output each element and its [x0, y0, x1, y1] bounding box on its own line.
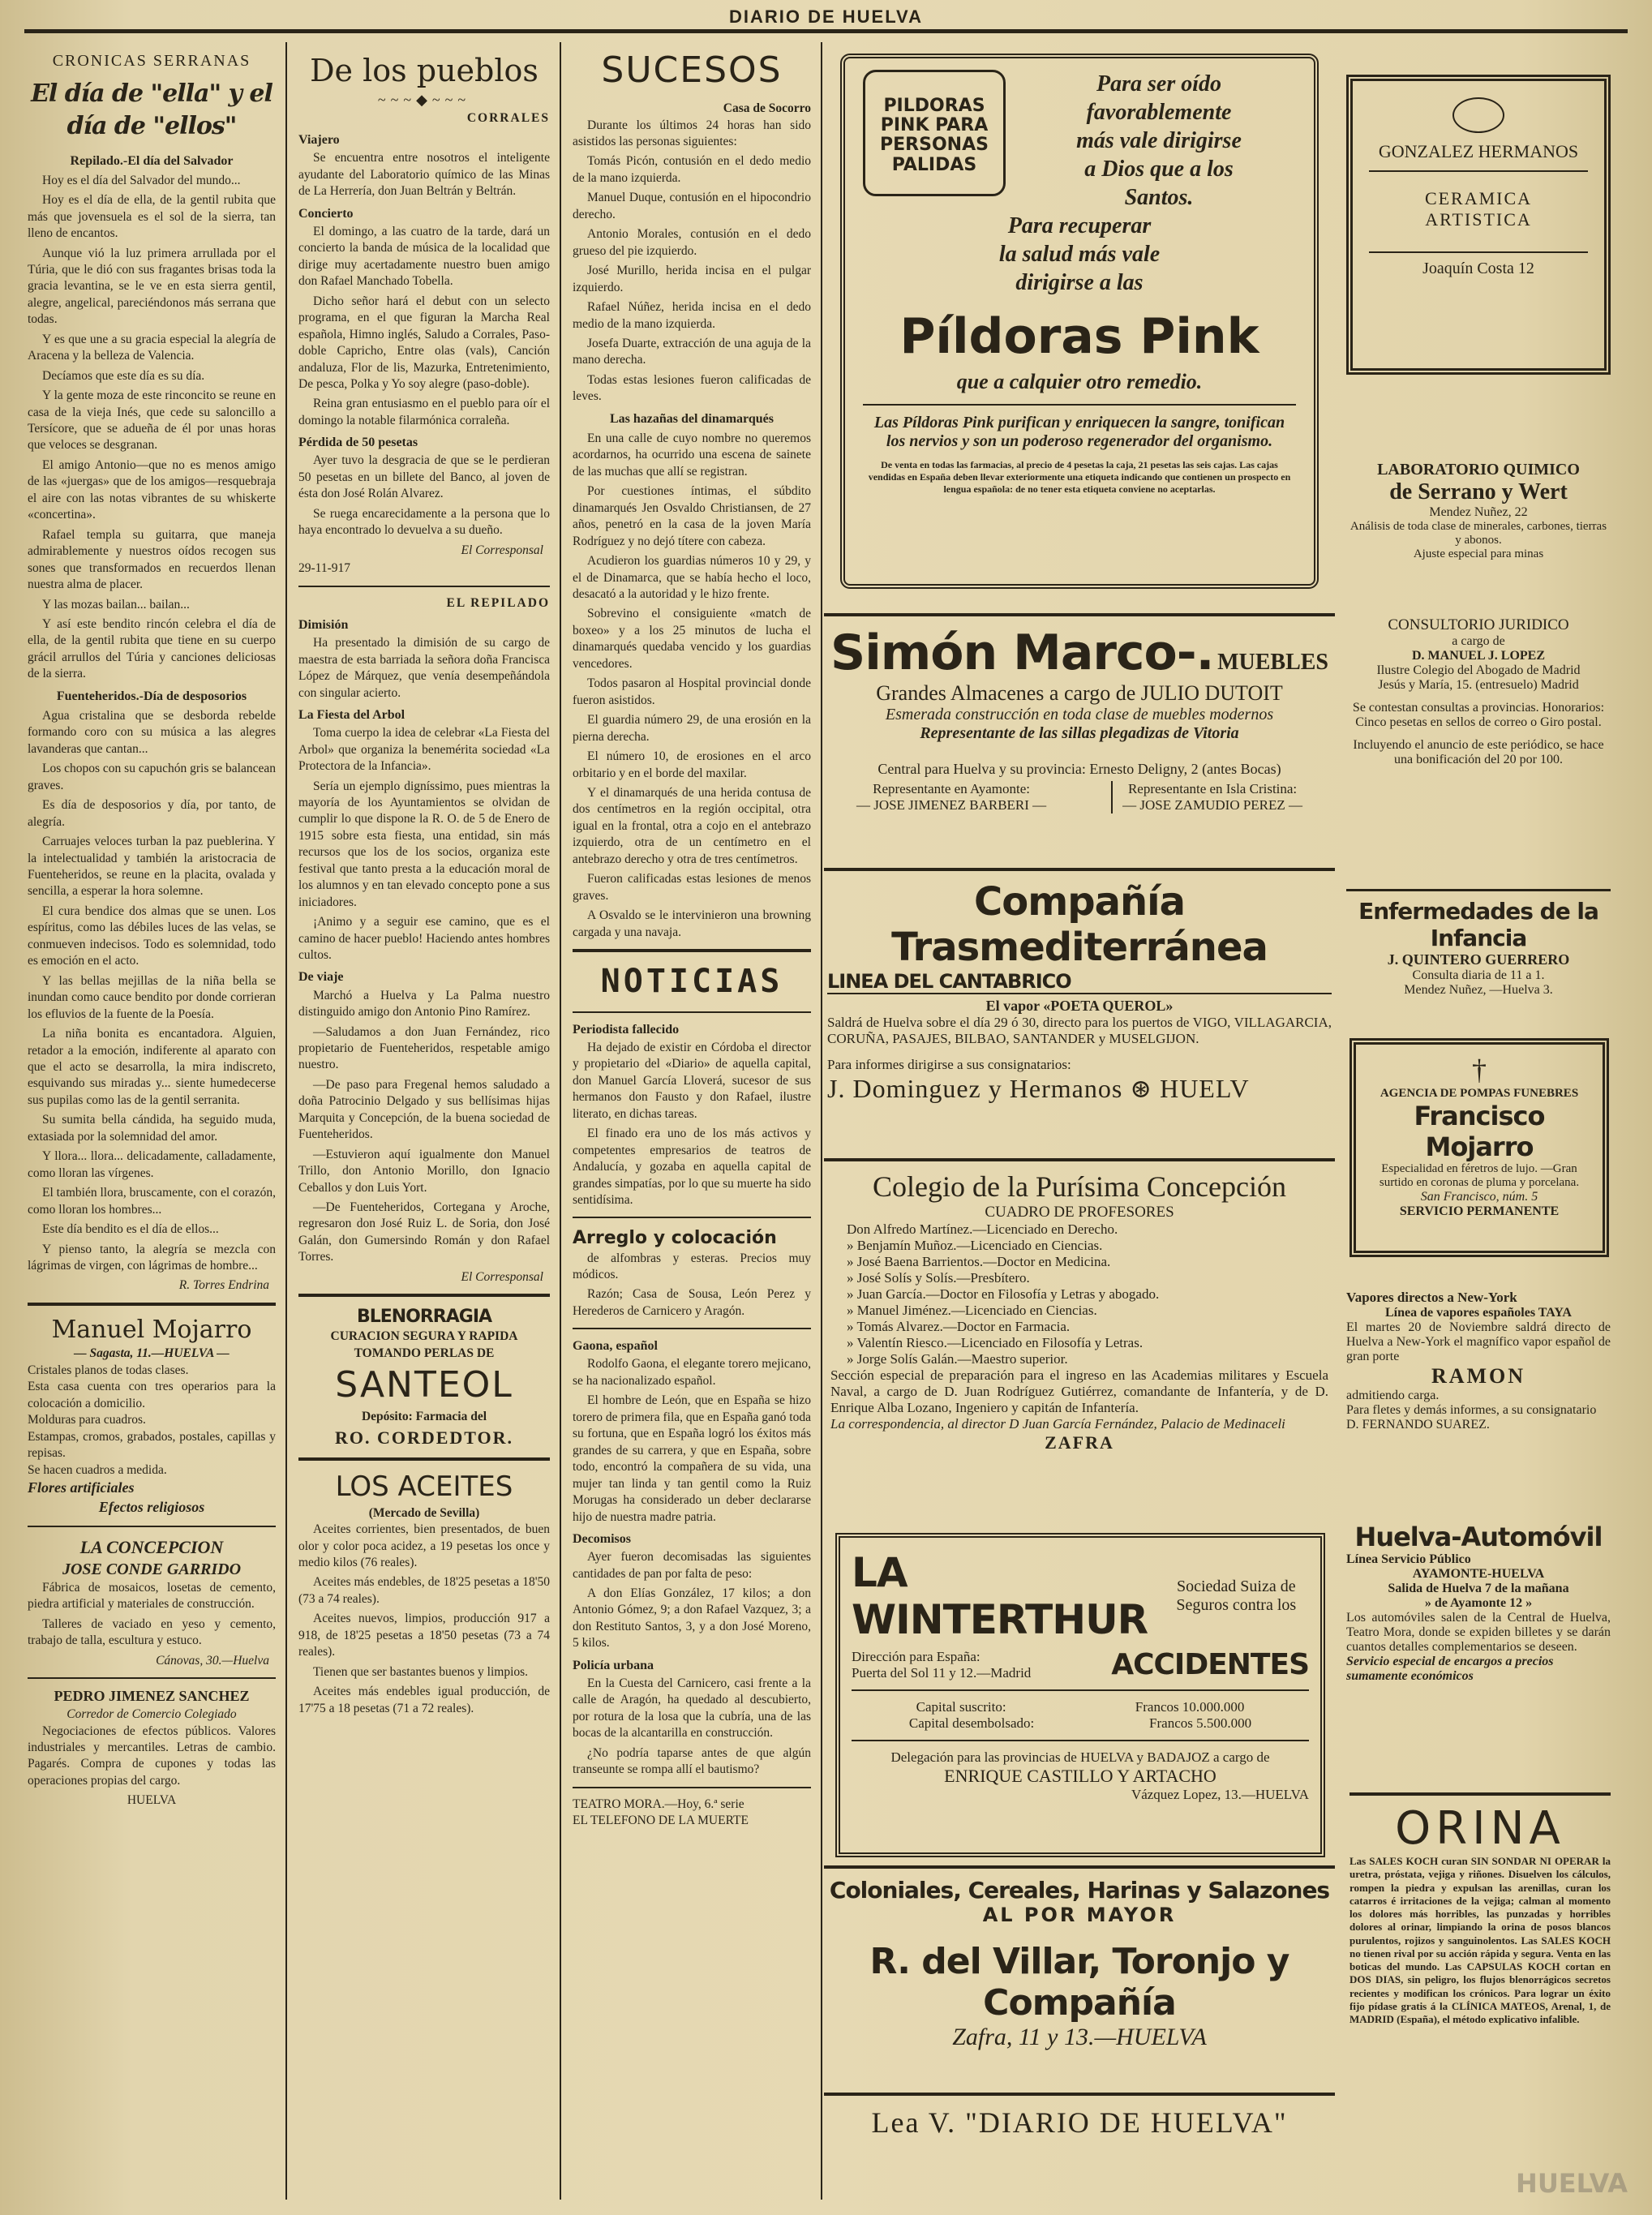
ornament: ~~~◆~~~ [377, 92, 471, 109]
paragraph: Acudieron los guardias números 10 y 29, y el de Dinamarca, que se había hecho el loco, desacató a la autoridad y le hizo frente. [573, 554, 811, 601]
ad-title: BLENORRAGIA [356, 1307, 492, 1328]
ad-line: Representante en Isla Cristina: [1127, 781, 1298, 796]
paragraph: Todos pasaron al Hospital provincial donde fueron asistidos. [573, 676, 811, 707]
ad-line: Central para Huelva y su provincia: Ernesto Deligny, 2 (antes Bocas) [877, 761, 1281, 777]
ad-name: D. MANUEL J. LOPEZ [1411, 649, 1545, 663]
subheading: Decomisos [573, 1531, 631, 1546]
paragraph: Ayer tuvo la desgracia de que se le perdieran 50 pesetas en un billete del Banco, al joven de ésta don José Rolán Alvarez. [298, 453, 550, 501]
ad-coloniales [824, 1865, 1335, 2084]
column-1 [18, 42, 285, 2183]
subheading: Dimisión [298, 618, 349, 633]
pill-box-icon: PILDORAS PINK PARA PERSONAS PALIDAS [863, 70, 1006, 196]
paragraph: Hoy es el día de ella, de la gentil rubita que más que jovensuela es el sol de la sierra, tan lleno de encantos. [28, 193, 276, 241]
paragraph: Fábrica de mosaicos, losetas de cemento, piedra artificial y materiales de construcción. [28, 1581, 276, 1612]
ad-line: LINEA DEL CANTABRICO [827, 970, 1332, 994]
ad-orina [1349, 1792, 1611, 2149]
divider [573, 1011, 811, 1013]
paragraph: Aceites corrientes, bien presentados, de buen olor y color poca acidez, a 19 pesetas los once y medio kilos (76 reales). [298, 1522, 550, 1570]
paragraph: En una calle de cuyo nombre no queremos acordarnos, ha ocurrido una escena de sainete de las muchas que allí se registran. [573, 431, 811, 479]
subheading: (Mercado de Sevilla) [368, 1505, 480, 1520]
paragraph: En la Cuesta del Carnicero, casi frente a la calle de Aragón, ha quedado al descubierto, por rotura de la losa que la cubría, una de las bocas de la alcantarilla en construcción. [573, 1676, 811, 1741]
subheading: Concierto [298, 206, 354, 221]
divider [28, 1526, 276, 1527]
subheading: Viajero [298, 133, 340, 148]
teacher-item: » Benjamín Muñoz.—Licenciado en Ciencias. [847, 1238, 1103, 1253]
ad-line: Sociedad Suiza de Seguros contra los [1176, 1578, 1297, 1614]
subheading: Fuenteheridos.-Día de desposorios [56, 689, 247, 703]
teacher-item: » Tomás Alvarez.—Doctor en Farmacia. [847, 1319, 1071, 1334]
ad-name: LA WINTERTHUR [852, 1549, 1148, 1643]
paragraph: Agua cristalina que se desborda rebelde formando coro con su música a las alegres lavanderas que cantan... [28, 708, 276, 756]
ad-address: — Sagasta, 11.—HUELVA — [74, 1346, 230, 1361]
ad-line: a cargo de [1452, 634, 1505, 648]
ad-line: Para ser oído [1096, 71, 1221, 97]
paragraph: —Saludamos a don Juan Fernández, rico propietario de Fuenteheridos, respetable amigo nuestro. [298, 1024, 550, 1072]
subheading: Las hazañas del dinamarqués [610, 411, 774, 426]
paragraph: Rodolfo Gaona, el elegante torero mejicano, se ha nacionalizado español. [573, 1357, 811, 1388]
date: 29-11-917 [298, 561, 350, 576]
ad-small-print: De venta en todas las farmacias, al precio de 4 pesetas la caja, 21 pesetas las seis cajas. Las cajas vendidas en España deben llevar exteriormente una etiqueta indicando que contienen un prospecto en lengua española: de no tener esta etiqueta conviene no aceptarlas. [868, 459, 1291, 495]
section-label: CRONICAS SERRANAS [52, 52, 251, 70]
ad-line: Dirección para España: [852, 1648, 980, 1664]
ad-line: Saldrá de Huelva sobre el día 29 ó 30, directo para los puertos de VIGO, VILLAGARCIA, CORUÑA, PASAJES, BILBAO, SANTANDER y MUSELGIJON. [827, 1015, 1332, 1046]
ad-address: Zafra, 11 y 13.—HUELVA [952, 2024, 1207, 2050]
ad-line: Representante de las sillas plegadizas de Vitoria [920, 724, 1239, 742]
paragraph: El también llora, bruscamente, con el corazón, como lloran los hombres... [28, 1186, 276, 1217]
paragraph: Dicho señor hará el debut con un selecto programa, en el que figuran la Marcha Real española, Himno inglés, Saludo a Corrales, Paso-doble Capricho, Entre olas (vals), Canción andaluza, Flor de lis, Mazurka, Entretenimiento, De pesca, Polka y Yo soy alegre (paso-doble). [298, 294, 550, 392]
column-3 [563, 42, 821, 2183]
ad-line: Para informes dirigirse a sus consignatarios: [827, 1057, 1071, 1072]
ad-name: PEDRO JIMENEZ SANCHEZ [54, 1688, 250, 1705]
ad-line: Servicio especial de encargos a precios sumamente económicos [1346, 1655, 1554, 1683]
ad-line: Línea de vapores españoles TAYA [1385, 1306, 1572, 1320]
ad-line: Capital desembolsado: [908, 1715, 1035, 1731]
ad-line: Ajuste especial para minas [1413, 547, 1544, 560]
divider [573, 1328, 811, 1329]
ad-address: Cánovas, 30.—Huelva [156, 1653, 269, 1668]
signature: R. Torres Endrina [178, 1278, 269, 1293]
paragraph: Sobrevino el consiguiente «match de boxeo» y a los 25 minutos de lucha el dinamarqués quedaba vencido y los guardias vencedores. [573, 607, 811, 671]
ad-line: Francos 5.500.000 [1149, 1715, 1252, 1731]
theatre-line: TEATRO MORA.—Hoy, 6.ª serie [573, 1796, 744, 1811]
ad-laboratorio [1346, 461, 1611, 590]
paragraph: Aceites nuevos, limpios, producción 917 a 918, de 18'25 pesetas a 18'50 pesetas (73 a 74 reales). [298, 1612, 550, 1659]
ad-vapores [1346, 1290, 1611, 1500]
ad-line: Cristales planos de todas clases. [28, 1363, 189, 1377]
paragraph: Razón; Casa de Sousa, León Perez y Herederos de Carnicero y Aragón. [573, 1287, 811, 1318]
ad-line: favorablemente [1086, 100, 1232, 125]
divider [852, 1740, 1309, 1741]
ad-title: AGENCIA DE POMPAS FUNEBRES [1380, 1087, 1579, 1100]
ad-title: Coloniales, Cereales, Harinas y Salazones [829, 1877, 1330, 1904]
column-rule [821, 42, 822, 2200]
paragraph: El cura bendice dos almas que se unen. Los espíritus, como las débiles luces de las velas, se conmueven indecisos. Todo es solemnidad, todo es emoción en el acto. [28, 904, 276, 968]
ad-brand: SANTEOL [335, 1364, 513, 1406]
ad-line: Los automóviles salen de la Central de Huelva, Teatro Mora, donde se expiden billetes y se darán cuantos detalles complementarios se deseen. [1346, 1611, 1611, 1654]
section-title: SUCESOS [601, 49, 783, 91]
paragraph: El guardia número 29, de una erosión en la pierna derecha. [573, 713, 811, 744]
place-label: EL REPILADO [446, 595, 550, 610]
ad-line: Las SALES KOCH curan SIN SONDAR NI OPERAR la uretra, próstata, vejiga y riñones. Disuelven los cálculos, rompen la piedra y expulsan las arenillas, curan los catarros é irritaciones de la vejiga; calman al momento los dolores más horribles, las punzadas y horribles dolores al orinar, limpiando la orina de posos blancos purulentos, rojizos y sanguinolentos. Las SALES KOCH no tienen rival por su acción rápida y segura. Venta en las boticas del mundo. Las CAPSULAS KOCH cortan en DOS DIAS, sin peligro, los flujos blenorrágicos secretos recientes y modifican los crónicos. Para lograr un éxito fijo pídase gratis á la CLÍNICA MATEOS, Arenal, 1, de MADRID (España), el método explicativo infalible. [1349, 1855, 1611, 2025]
ad-pildoras-pink [840, 54, 1319, 589]
ad-line: Santos. [1124, 185, 1194, 210]
paragraph: Carruajes veloces turban la paz pueblerina. Y la intelectualidad y también la aristocracia de Fuenteheridos, se reune en la placita, ovalada y sencilla, a esperar la hora solemne. [28, 835, 276, 899]
ad-consultorio [1346, 616, 1611, 876]
paragraph: Marchó a Huelva y La Palma nuestro distinguido amigo don Antonio Pino Ramírez. [298, 988, 550, 1020]
ad-line: ACCIDENTES [1111, 1648, 1309, 1681]
paragraph: Tomás Picón, contusión en el dedo medio de la mano izquierda. [573, 154, 811, 185]
ad-address: Mendez Nuñez, 22 [1429, 505, 1528, 519]
masthead: DIARIO DE HUELVA [24, 6, 1628, 33]
ad-line: Sección especial de preparación para el ingreso en las Academias militares y Escuela Naval, a cargo de D. Juan Rodríguez Gutiérrez, comandante de Infantería, y de D. Enrique Alba Lozano, Ingeniero y capitán de Infantería. [830, 1367, 1328, 1415]
ad-line: El martes 20 de Noviembre saldrá directo de Huelva a New-York el magnífico vapor español de gran porte [1346, 1320, 1611, 1363]
subheading: Policía urbana [573, 1658, 654, 1672]
divider [298, 1457, 550, 1461]
ad-line: la salud más vale [998, 242, 1161, 267]
ad-line: El vapor «POETA QUEROL» [985, 998, 1174, 1014]
paragraph: El domingo, a las cuatro de la tarde, dará un concierto la banda de música de la localidad que dirige muy acertadamente nuestro buen amigo don Rafael Manchado Tobella. [298, 224, 550, 289]
ad-name: Huelva-Automóvil [1354, 1522, 1603, 1552]
subheading: Gaona, español [573, 1339, 658, 1354]
paragraph: Negociaciones de efectos públicos. Valores industriales y mercantiles. Letras de cambio. Pagarés. Compra de cupones y todas las operaciones propias del cargo. [28, 1723, 276, 1788]
paragraph: José Murillo, herida incisa en el pulgar izquierdo. [573, 264, 811, 294]
divider [28, 1677, 276, 1679]
ad-line: Línea Servicio Público [1346, 1552, 1471, 1566]
ad-line: Las Píldoras Pink purifican y enriquecen la sangre, tonifican los nervios y son un poderoso regenerador del organismo. [863, 404, 1296, 451]
teacher-item: Don Alfredo Martínez.—Licenciado en Derecho. [847, 1221, 1118, 1237]
paragraph: ¡Animo y a seguir ese camino, que es el camino de hacer pueblo! Haciendo antes hombres cultos. [298, 915, 550, 963]
ad-gonzalez-hermanos [1346, 75, 1611, 375]
paragraph: Hoy es el día del Salvador del mundo... [42, 173, 241, 187]
ad-line: Delegación para las provincias de HUELVA y BADAJOZ a cargo de [890, 1749, 1270, 1765]
paragraph: Decíamos que este día es su día. [42, 368, 205, 383]
paragraph: Por cuestiones íntimas, el súbdito dinamarqués Jen Osvaldo Christiansen, de 27 años, penetró en la casa de la joven María Rodríguez y no dejó títere con cabeza. [573, 484, 811, 548]
ad-title: Arreglo y colocación [573, 1228, 777, 1249]
subheading: Pérdida de 50 pesetas [298, 436, 418, 450]
ad-role: Corredor de Comercio Colegiado [67, 1707, 237, 1722]
ad-simon-marco [824, 613, 1335, 856]
paragraph: Aceites más endebles, de 18'25 pesetas a 18'50 (73 a 74 reales). [298, 1575, 550, 1606]
paragraph: Toma cuerpo la idea de celebrar «La Fiesta del Arbol» que organiza la benemérita sociedad «La Protectora de la Infancia». [298, 726, 550, 774]
ad-name: Colegio de la Purísima Concepción [873, 1170, 1286, 1203]
ad-line: Consulta diaria de 11 a 1. [1412, 968, 1545, 982]
divider [298, 586, 550, 587]
paragraph: Su sumita bella cándida, ha seguido muda, extasiada por la solemnidad del amor. [28, 1113, 276, 1144]
ad-lea-diario [824, 2093, 1335, 2149]
paragraph: Y es que une a su gracia especial la alegría de Aracena y la belleza de Valencia. [28, 332, 276, 363]
ad-line: AYAMONTE-HUELVA [1412, 1567, 1545, 1581]
ad-line: Incluyendo el anuncio de este periódico, se hace una bonificación del 20 por 100. [1353, 738, 1604, 766]
ad-name: Francisco Mojarro [1414, 1101, 1545, 1162]
ad-name: Manuel Mojarro [51, 1315, 252, 1344]
ad-line: Efectos religiosos [98, 1498, 205, 1515]
ad-name: J. QUINTERO GUERRERO [1387, 951, 1570, 968]
paragraph: Y el dinamarqués de una herida contusa de dos centímetros en la región occipital, otra igual en la frontal, otra a cojo en el antebrazo izquierdo, otra de un centímetro en el antebrazo derecho y otra de tres centímetros. [573, 785, 811, 866]
paragraph: Ha dejado de existir en Córdoba el director y propietario del «Diario» de aquella capital, don Manuel García Lloverá, sucesor de sus hermanos don Fausto y don Rafael, ilustre literato, en dichas tareas. [573, 1040, 811, 1121]
paragraph: Y la gente moza de este rinconcito se reune en casa de la vieja Inés, que cede su saloncillo a Tersícore, que se adueña de él por unas horas que veloces se desgranan. [28, 388, 276, 453]
ad-title: CONSULTORIO JURIDICO [1388, 616, 1569, 633]
ad-line: Francos 10.000.000 [1135, 1699, 1245, 1715]
paragraph: Aceites más endebles igual producción, de 17'75 a 18 pesetas (71 a 72 reales). [298, 1685, 550, 1715]
ad-winterthur [835, 1533, 1325, 1857]
paragraph: Aunque vió la luz primera arrullada por el Túria, que le dió con sus fragantes brisas toda la gracia levantina, se le ve en esta sierra gentil, alegre, angelical, pareciéndonos más serrana que todas. [28, 246, 276, 327]
teacher-item: » Jorge Solís Galán.—Maestro superior. [847, 1351, 1068, 1367]
ad-city: ZAFRA [1045, 1432, 1114, 1453]
teacher-item: » José Baena Barrientos.—Doctor en Medicina. [847, 1254, 1111, 1269]
ad-line: Para fletes y demás informes, a su consignatario D. FERNANDO SUAREZ. [1346, 1403, 1597, 1432]
divider [573, 1217, 811, 1218]
column-rule [285, 42, 287, 2200]
ad-line: dirigirse a las [1015, 270, 1144, 295]
ad-city: HUELVA [127, 1793, 177, 1808]
ad-line: a Dios que a los [1084, 157, 1234, 182]
ad-address: Joaquín Costa 12 [1369, 251, 1588, 278]
paragraph: Todas estas lesiones fueron calificadas de leves. [573, 372, 811, 404]
section-title: De los pueblos [310, 53, 539, 88]
ad-line: admitiendo carga. [1346, 1389, 1440, 1402]
paragraph: El hombre de León, que en España se hizo torero de primera fila, que en España ganó toda su fortuna, que en España logró los éxitos más grandes de su carrera, y que en España, sobre todo, encontró la compañera de su vida, una mujer tan linda y tan gentil como la Ruiz Morugas ha considerado un deber declararse hijo de nuestra madre patria. [573, 1393, 811, 1524]
ad-name: Simón Marco-. [830, 625, 1214, 681]
paragraph: Este día bendito es el día de ellos... [42, 1222, 219, 1237]
ad-line: MUEBLES [1217, 650, 1328, 675]
article-title: El día de "ella" y el día de "ellos" [31, 79, 272, 140]
ad-line: La correspondencia, al director D Juan García Fernández, Palacio de Medinaceli [830, 1416, 1285, 1432]
ad-name: ENRIQUE CASTILLO Y ARTACHO [944, 1766, 1216, 1786]
paragraph: Los chopos con su capuchón gris se balancean graves. [28, 762, 276, 792]
ad-line: Para recuperar [1007, 213, 1152, 238]
teacher-item: » Juan García.—Doctor en Filosofía y Letras y abogado. [847, 1286, 1160, 1302]
teacher-item: » Manuel Jiménez.—Licenciado en Ciencias. [847, 1303, 1097, 1318]
ad-line: más vale dirigirse [1076, 128, 1242, 153]
paragraph: Reina gran entusiasmo en el pueblo para oír el domingo la notable filarmónica corraleña. [298, 397, 550, 427]
subheading: De viaje [298, 970, 344, 985]
paragraph: Se ruega encarecidamente a la persona que lo haya encontrado lo devuelva a su dueño. [298, 506, 550, 538]
paragraph: Manuel Duque, contusión en el hipocondrio derecho. [573, 191, 811, 221]
ad-owner: JOSE CONDE GARRIDO [62, 1560, 242, 1578]
ad-brand: Píldoras Pink [899, 308, 1259, 365]
ad-line: ARTISTICA [1425, 209, 1532, 230]
ad-line: Grandes Almacenes a cargo de JULIO DUTOIT [876, 681, 1283, 705]
ad-line: que a calquier otro remedio. [956, 370, 1203, 393]
ad-line: Esmerada construcción en toda clase de muebles modernos [885, 706, 1274, 723]
paragraph: La niña bonita es encantadora. Alguien, retador a la emoción, indiferente al aparato con que el acto se desarrolla, la mira indiscreto, esquivando sus miradas y... siente humedecerse sus pupilas como las de la gentil serranita. [28, 1027, 276, 1107]
paragraph: Y las bellas mejillas de la niña bella se inundan como cauce bendito por donde corrieran los efluvios de la fuente de la Poesía. [28, 973, 276, 1021]
ad-pompas-funebres [1349, 1038, 1609, 1257]
ad-line: Especialidad en féretros de lujo. —Gran surtido en coronas de pluma y porcelana. [1379, 1162, 1580, 1189]
paragraph: de alfombras y esteras. Precios muy módicos. [573, 1251, 811, 1281]
ad-infancia [1346, 889, 1611, 1019]
paragraph: Tienen que ser bastantes buenos y limpios. [313, 1664, 529, 1679]
ad-name: GONZALEZ HERMANOS [1369, 141, 1588, 172]
paragraph: —De paso para Fregenal hemos saludado a doña Patrocinio Delgado y sus bellísimas hijas Marquita y Concepción, de la buena sociedad de Fuenteheridos. [298, 1077, 550, 1142]
divider [573, 949, 811, 952]
ad-line: Lea V. "DIARIO DE HUELVA" [871, 2106, 1288, 2139]
subheading: La Fiesta del Arbol [298, 708, 405, 723]
paragraph: Fueron calificadas estas lesiones de menos graves. [573, 872, 811, 903]
divider [28, 1303, 276, 1306]
section-title: NOTICIAS [600, 963, 783, 1001]
ad-line: Análisis de toda clase de minerales, carbones, tierras y abonos. [1349, 520, 1607, 547]
watermark-logo: HUELVA [1516, 2168, 1628, 2199]
paragraph: Y llora... llora... delicadamente, calladamente, como lloran las vírgenes. [28, 1149, 276, 1180]
paragraph: El amigo Antonio—que no es menos amigo de las «juergas» que de los amigos—resquebraja el aire con las notas vibrantes de su whiskerte «concertina». [28, 457, 276, 522]
paragraph: Rafael templa su guitarra, que maneja admirablemente y nuestros oídos recogen sus sones que transformados en recuerdos llenan nuestra alma de placer. [28, 527, 276, 592]
ad-address: Puerta del Sol 11 y 12.—Madrid [852, 1664, 1032, 1681]
ad-title: LABORATORIO QUIMICO [1377, 461, 1580, 479]
ad-name: Compañía Trasmediterránea [891, 879, 1268, 970]
subheading: Casa de Socorro [723, 101, 811, 116]
ad-address: Vázquez Lopez, 13.—HUELVA [1131, 1787, 1309, 1802]
paragraph: Durante los últimos 24 horas han sido asistidos las personas siguientes: [573, 118, 811, 148]
subheading: Repilado.-El día del Salvador [70, 153, 234, 168]
ad-line: Esta casa cuenta con tres operarios para la colocación a domicilio. [28, 1380, 276, 1410]
divider [298, 1294, 550, 1297]
ad-line: Salida de Huelva 7 de la mañana [1388, 1582, 1569, 1595]
ad-line: Ilustre Colegio del Abogado de Madrid [1376, 663, 1581, 677]
paragraph: El número 10, de erosiones en el arco orbitario y en el borde del maxilar. [573, 749, 811, 780]
ad-colegio [824, 1158, 1335, 1523]
ad-name: LA CONCEPCION [79, 1536, 224, 1557]
paragraph: ¿No podría taparse antes de que algún transeunte se rompa allí el bautismo? [573, 1745, 811, 1777]
monogram-icon [1452, 97, 1504, 133]
ad-line: Molduras para cuadros. [28, 1413, 146, 1427]
ad-line: CURACION SEGURA Y RAPIDA [330, 1329, 518, 1344]
paragraph: Es día de desposorios y día, por tanto, de alegría. [28, 798, 276, 829]
section-title: LOS ACEITES [335, 1470, 513, 1503]
ad-line: — JOSE ZAMUDIO PEREZ — [1122, 797, 1303, 813]
paragraph: —Estuvieron aquí igualmente don Manuel Trillo, don Antonio Morillo, don Ignacio Ceballos y don Luis Yort. [298, 1147, 550, 1195]
paragraph: Talleres de vaciado en yeso y cemento, trabajo de talla, escultura y estuco. [28, 1616, 276, 1648]
ad-line: Flores artificiales [28, 1479, 135, 1496]
ad-line: Se contestan consultas a provincias. Honorarios: Cinco pesetas en sellos de correo o Giro postal. [1352, 701, 1605, 729]
column-2 [289, 42, 560, 2183]
column-rule [560, 42, 561, 2200]
ad-address: San Francisco, núm. 5 [1420, 1190, 1538, 1204]
place-label: CORRALES [466, 110, 550, 125]
ad-line: RO. CORDEDTOR. [334, 1427, 514, 1448]
ad-line: TOMANDO PERLAS DE [354, 1346, 495, 1360]
paragraph: A don Elías González, 17 kilos; a don Antonio Gómez, 9; a don Rafael Vazquez, 3; a don Restituto Santos, 3, y a don José Moreno, 5 kilos. [573, 1586, 811, 1651]
paragraph: Y las mozas bailan... bailan... [42, 597, 190, 612]
paragraph: Antonio Morales, contusión en el dedo grueso del pie izquierdo. [573, 227, 811, 258]
paragraph: Rafael Núñez, herida incisa en el dedo medio de la mano izquierda. [573, 300, 811, 331]
ad-line: J. Dominguez y Hermanos ⊛ HUELV [827, 1074, 1250, 1103]
ad-line: AL POR MAYOR [982, 1904, 1177, 1926]
paragraph: Sería un ejemplo digníssimo, pues mientras la mayoría de los Ayuntamientos se olvidan de cumplir lo que dispone la R. O. de 5 de Enero de 1915 sobre esta fiesta, una entidad, sin más recursos que los de los socios, organiza este festival que tanto presta a la educación moral de los alumnos y en tan elevado concepto pone a sus iniciadores. [298, 779, 550, 909]
divider [573, 1787, 811, 1788]
theatre-line: EL TELEFONO DE LA MUERTE [573, 1814, 749, 1828]
ad-line: » de Ayamonte 12 » [1424, 1596, 1533, 1610]
ad-line: Capital suscrito: [916, 1699, 1006, 1715]
ad-line: CUADRO DE PROFESORES [985, 1204, 1174, 1221]
ad-line: SERVICIO PERMANENTE [1399, 1204, 1560, 1218]
paragraph: El finado era uno de los más activos y competentes empresarios de teatros de Andalucía, y gozaba en aquella capital de grandes simpatías, por lo que su muerte ha sido sentidísima. [573, 1127, 812, 1208]
ad-line: Se hacen cuadros a medida. [28, 1462, 167, 1477]
paragraph: Y pienso tanto, la alegría se mezcla con lágrimas de virgen, con lágrimas de hombre... [28, 1242, 276, 1273]
correspondent: El Corresponsal [461, 543, 543, 557]
paragraph: —De Fuenteheridos, Cortegana y Aroche, regresaron don José Ruiz L. de Soria, don José Galán, don Gumersindo Román y don Rafael Torres. [298, 1200, 550, 1264]
teacher-item: » José Solís y Solís.—Presbítero. [847, 1270, 1030, 1286]
paragraph: Y así este bendito rincón celebra el día de ella, de la gentil rubita que tiene en su cuerpo grácil arrullos del Túria y canciones deliciosas de la sierra. [28, 617, 276, 681]
paragraph: Se encuentra entre nosotros el inteligente ayudante del Laboratorio químico de las Minas de La Herrería, don Juan Beltrán y Beltrán. [298, 151, 550, 199]
correspondent: El Corresponsal [461, 1269, 543, 1284]
ad-name: ORINA [1395, 1802, 1565, 1855]
paragraph: Ha presentado la dimisión de su cargo de maestra de esta barriada la señora doña Francisca López de Márquez, que venía desempeñándola con singular acierto. [298, 636, 550, 700]
divider [852, 1689, 1309, 1691]
paragraph: Josefa Duarte, extracción de una aguja de la mano derecha. [573, 336, 811, 367]
ad-name: R. del Villar, Toronjo y Compañía [869, 1941, 1289, 2024]
ad-line: CERAMICA [1424, 188, 1533, 208]
ad-line: — JOSE JIMENEZ BARBERI — [856, 797, 1047, 813]
ad-trasmediterranea [824, 868, 1335, 1144]
ad-title: Enfermedades de la Infancia [1358, 898, 1598, 951]
ad-line: Representante en Ayamonte: [873, 781, 1030, 796]
ad-line: Depósito: Farmacia del [361, 1410, 487, 1424]
ad-title: Vapores directos a New-York [1346, 1290, 1517, 1305]
ad-line: Estampas, cromos, grabados, postales, capillas y repisas. [28, 1429, 276, 1461]
paragraph: A Osvaldo se le intervinieron una browning cargada y una navaja. [573, 908, 811, 939]
ad-line: Mendez Nuñez, —Huelva 3. [1404, 983, 1553, 997]
teacher-item: » Valentín Riesco.—Licenciado en Filosofía y Letras. [847, 1335, 1144, 1350]
paragraph: Ayer fueron decomisadas las siguientes cantidades de pan por falta de peso: [573, 1550, 811, 1581]
subheading: Periodista fallecido [573, 1022, 680, 1037]
ad-name: de Serrano y Wert [1389, 479, 1568, 504]
cross-icon: † [1472, 1054, 1487, 1086]
ad-line: Jesús y María, 15. (entresuelo) Madrid [1378, 678, 1579, 692]
ship-name: RAMON [1431, 1364, 1526, 1388]
ad-huelva-automovil [1346, 1522, 1611, 1765]
